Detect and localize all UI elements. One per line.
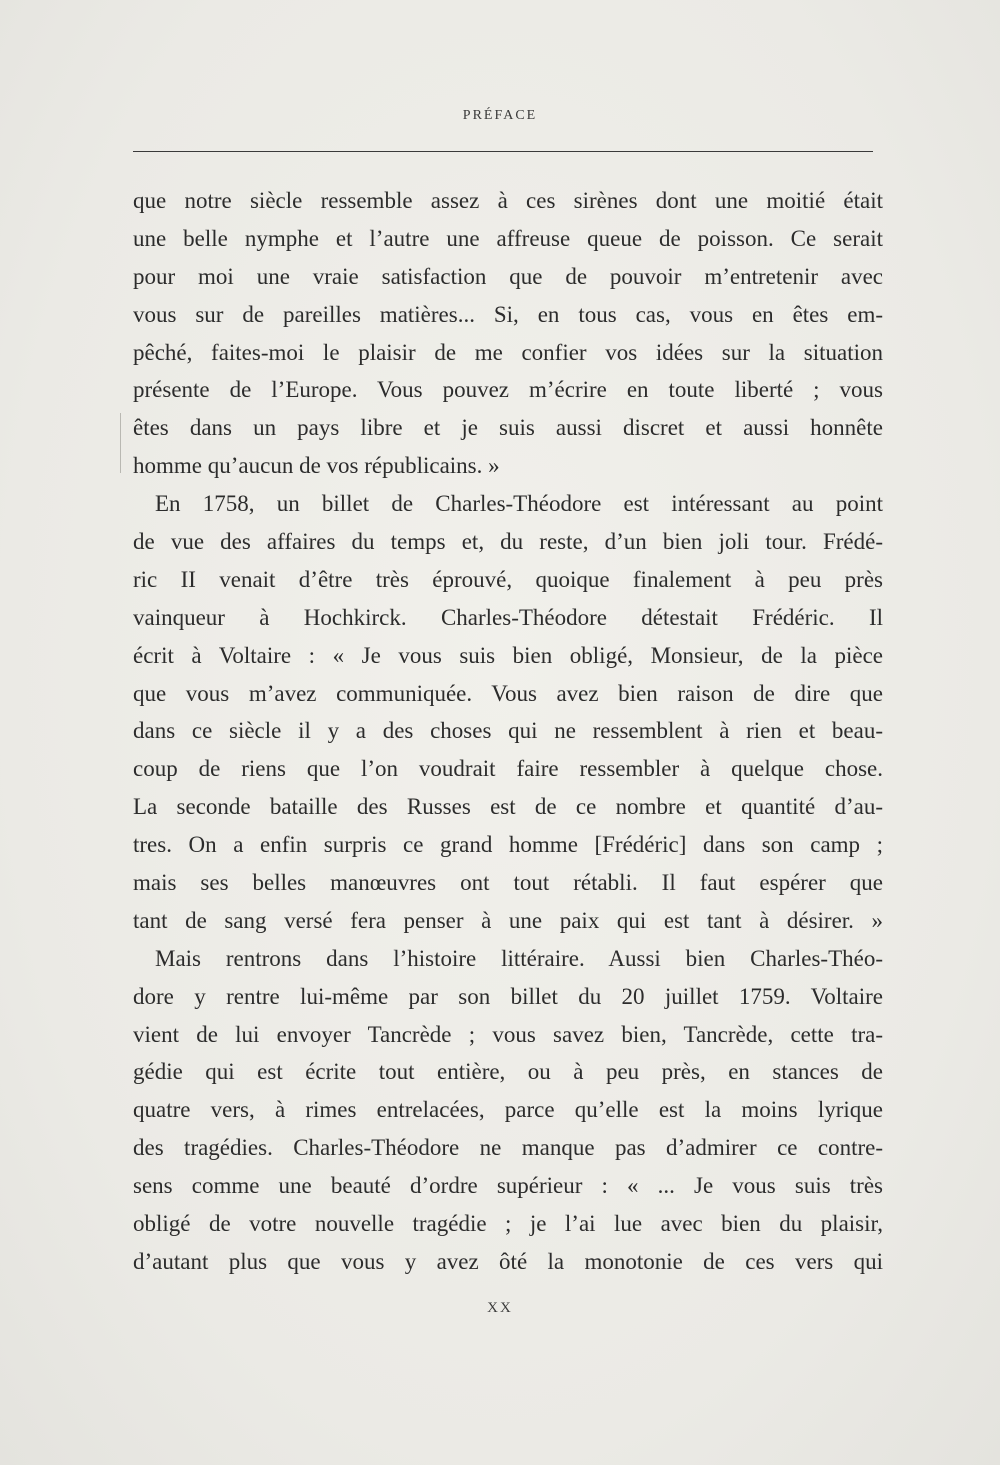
text-line: vient de lui envoyer Tancrède ; vous savez bien, Tancrède, cette tra- — [133, 1021, 883, 1047]
text-line: une belle nymphe et l’autre une affreuse queue de poisson. Ce serait — [133, 225, 883, 251]
text-line: tres. On a enfin surpris ce grand homme [Frédéric] dans son camp ; — [133, 832, 883, 858]
text-line: pêché, faites-moi le plaisir de me confier vos idées sur la situation — [133, 339, 883, 365]
text-line: coup de riens que l’on voudrait faire ressembler à quelque chose. — [133, 756, 883, 782]
body-text — [133, 182, 883, 1281]
text-line: sens comme une beauté d’ordre supérieur : « ... Je vous suis très — [133, 1173, 883, 1199]
text-line: de vue des affaires du temps et, du reste, d’un bien joli tour. Frédé- — [133, 529, 883, 555]
header-rule — [133, 151, 873, 152]
text-line: que vous m’avez communiquée. Vous avez bien raison de dire que — [133, 680, 883, 706]
text-line: vous sur de pareilles matières... Si, en tous cas, vous en êtes em- — [133, 301, 883, 327]
text-line: tant de sang versé fera penser à une paix qui est tant à désirer. » — [133, 907, 883, 933]
text-line: dans ce siècle il y a des choses qui ne ressemblent à rien et beau- — [133, 718, 883, 744]
text-line: des tragédies. Charles-Théodore ne manque pas d’admirer ce contre- — [133, 1135, 883, 1161]
page-number: XX — [487, 1300, 513, 1316]
text-line: d’autant plus que vous y avez ôté la monotonie de ces vers qui — [133, 1248, 883, 1274]
margin-mark — [120, 413, 121, 473]
text-line: pour moi une vraie satisfaction que de pouvoir m’entretenir avec — [133, 263, 883, 289]
text-line: présente de l’Europe. Vous pouvez m’écrire en toute liberté ; vous — [133, 377, 883, 403]
text-line: gédie qui est écrite tout entière, ou à peu près, en stances de — [133, 1059, 883, 1085]
text-line: La seconde bataille des Russes est de ce nombre et quantité d’au- — [133, 794, 883, 820]
text-line: ric II venait d’être très éprouvé, quoique finalement à peu près — [133, 566, 883, 592]
text-line: obligé de votre nouvelle tragédie ; je l’ai lue avec bien du plaisir, — [133, 1211, 883, 1237]
running-head: PRÉFACE — [462, 108, 538, 123]
text-line: mais ses belles manœuvres ont tout rétabli. Il faut espérer que — [133, 870, 883, 896]
text-line: En 1758, un billet de Charles-Théodore est intéressant au point — [155, 491, 883, 517]
text-line: homme qu’aucun de vos républicains. » — [133, 453, 500, 479]
text-line: écrit à Voltaire : « Je vous suis bien obligé, Monsieur, de la pièce — [133, 642, 883, 668]
text-line: que notre siècle ressemble assez à ces sirènes dont une moitié était — [133, 188, 883, 213]
text-line: vainqueur à Hochkirck. Charles-Théodore détestait Frédéric. Il — [133, 604, 883, 630]
text-line: dore y rentre lui-même par son billet du 20 juillet 1759. Voltaire — [133, 983, 883, 1009]
text-line: êtes dans un pays libre et je suis aussi discret et aussi honnête — [133, 415, 883, 441]
text-line: Mais rentrons dans l’histoire littéraire. Aussi bien Charles-Théo- — [155, 945, 883, 971]
text-line: quatre vers, à rimes entrelacées, parce qu’elle est la moins lyrique — [133, 1097, 883, 1123]
